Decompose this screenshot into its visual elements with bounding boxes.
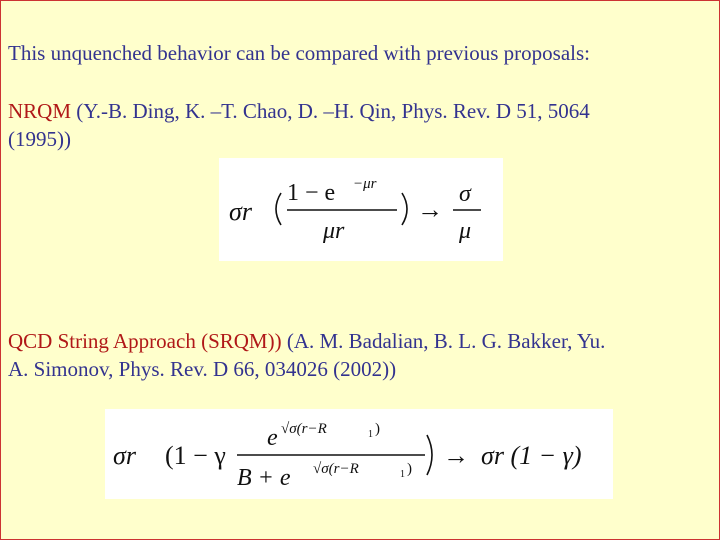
eq2-den-sub: 1 bbox=[400, 469, 405, 480]
eq2-lhs-paren: (1 − γ bbox=[165, 441, 226, 470]
srqm-equation bbox=[105, 409, 613, 499]
eq2-right-paren bbox=[427, 435, 432, 475]
eq2-num-sub: 1 bbox=[368, 429, 373, 440]
nrqm-label: NRQM bbox=[8, 99, 72, 123]
intro-text: This unquenched behavior can be compared with previous proposals: bbox=[8, 41, 591, 65]
nrqm-equation bbox=[219, 158, 503, 261]
nrqm-ref-line2: (1995)) bbox=[8, 127, 71, 151]
eq1-right-paren bbox=[402, 193, 407, 225]
srqm-label: QCD String Approach (SRQM)) bbox=[8, 329, 282, 353]
eq2-den-b: B + e bbox=[237, 465, 291, 491]
eq1-sigma-r: σr bbox=[229, 197, 252, 226]
eq1-exponent: −μr bbox=[353, 176, 377, 192]
nrqm-reference bbox=[8, 97, 713, 153]
eq2-rhs: σr (1 − γ) bbox=[481, 441, 582, 470]
eq1-result-numerator: σ bbox=[459, 181, 471, 207]
eq2-den-exponent: √σ(r−R bbox=[313, 461, 359, 477]
srqm-ref-line1: (A. M. Badalian, B. L. G. Bakker, Yu. bbox=[281, 329, 606, 353]
eq2-num-close: ) bbox=[375, 421, 380, 437]
eq2-num-exponent: √σ(r−R bbox=[281, 421, 327, 437]
eq1-left-paren bbox=[276, 193, 281, 225]
eq1-arrow: → bbox=[417, 195, 443, 224]
srqm-reference bbox=[8, 327, 713, 383]
eq2-arrow: → bbox=[443, 441, 469, 470]
eq2-num-e: e bbox=[267, 425, 278, 451]
srqm-ref-line2: A. Simonov, Phys. Rev. D 66, 034026 (2002)) bbox=[8, 357, 397, 381]
eq2-sigma-r: σr bbox=[113, 441, 136, 470]
eq1-denominator: μr bbox=[323, 218, 345, 244]
eq1-result-denominator: μ bbox=[459, 218, 472, 244]
nrqm-ref-line1: (Y.-B. Ding, K. –T. Chao, D. –H. Qin, Phys. Rev. D 51, 5064 bbox=[71, 99, 590, 123]
eq2-den-close: ) bbox=[407, 461, 412, 477]
eq1-numerator: 1 − e bbox=[287, 180, 336, 206]
